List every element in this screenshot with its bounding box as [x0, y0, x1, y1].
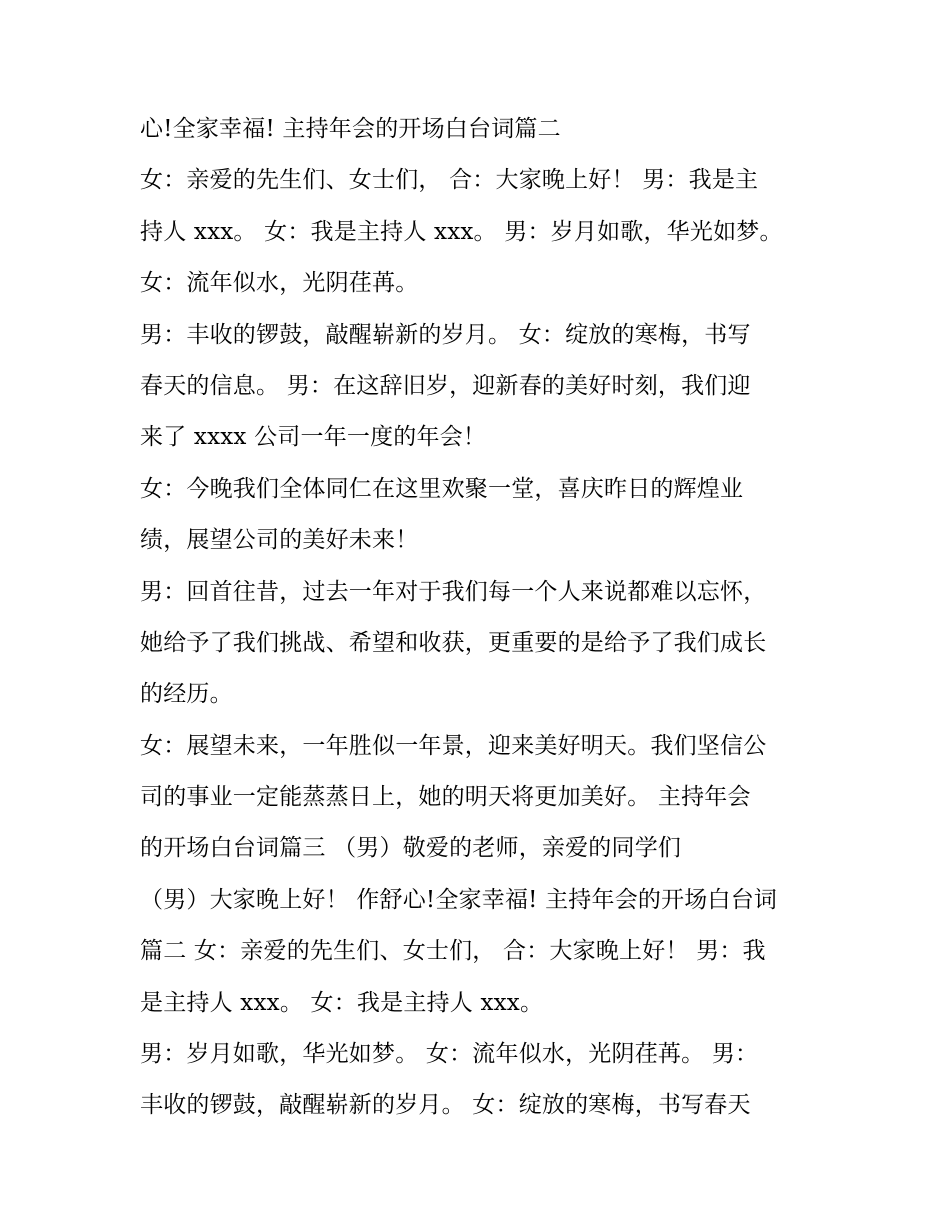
text-line: 司的事业一定能蒸蒸日上，她的明天将更加美好。 主持年会 [140, 784, 751, 811]
text-line: 春天的信息。 男：在这辞旧岁，迎新春的美好时刻，我们迎 [140, 372, 751, 399]
text-line: 心!全家幸福! 主持年会的开场白台词篇二 [140, 116, 561, 142]
text-line: （男）大家晚上好！ 作舒心!全家幸福! 主持年会的开场白台词 [140, 886, 778, 913]
text-line: 女：今晚我们全体同仁在这里欢聚一堂，喜庆昨日的辉煌业 [140, 475, 744, 502]
text-line: 的开场白台词篇三 （男）敬爱的老师，亲爱的同学们 [140, 835, 682, 862]
text-line: 的经历。 [140, 681, 233, 708]
text-line: 男：丰收的锣鼓，敲醒崭新的岁月。 女：绽放的寒梅，书写 [140, 321, 751, 348]
text-line: 男：岁月如歌，华光如梦。 女：流年似水，光阴荏苒。 男： [140, 1041, 759, 1068]
document-body [140, 104, 820, 1132]
text-line: 丰收的锣鼓，敲醒崭新的岁月。 女：绽放的寒梅，书写春天 [140, 1092, 751, 1119]
text-line: 她给予了我们挑战、希望和收获，更重要的是给予了我们成长 [140, 629, 767, 656]
text-line: 绩，展望公司的美好未来！ [140, 527, 419, 554]
text-line: 篇二 女：亲爱的先生们、女士们， 合：大家晚上好！ 男：我 [140, 938, 766, 965]
text-line: 女：亲爱的先生们、女士们， 合：大家晚上好！ 男：我是主 [140, 167, 759, 194]
text-line: 女：展望未来，一年胜似一年景，迎来美好明天。我们坚信公 [140, 732, 767, 759]
text-line: 女：流年似水，光阴荏苒。 [140, 270, 419, 297]
text-line: 来了 xxxx 公司一年一度的年会！ [140, 424, 487, 451]
text-line: 持人 xxx。 女：我是主持人 xxx。 男：岁月如歌，华光如梦。 [140, 218, 783, 245]
text-line: 是主持人 xxx。 女：我是主持人 xxx。 [140, 989, 544, 1016]
text-line: 男：回首往昔，过去一年对于我们每一个人来说都难以忘怀， [140, 578, 767, 605]
